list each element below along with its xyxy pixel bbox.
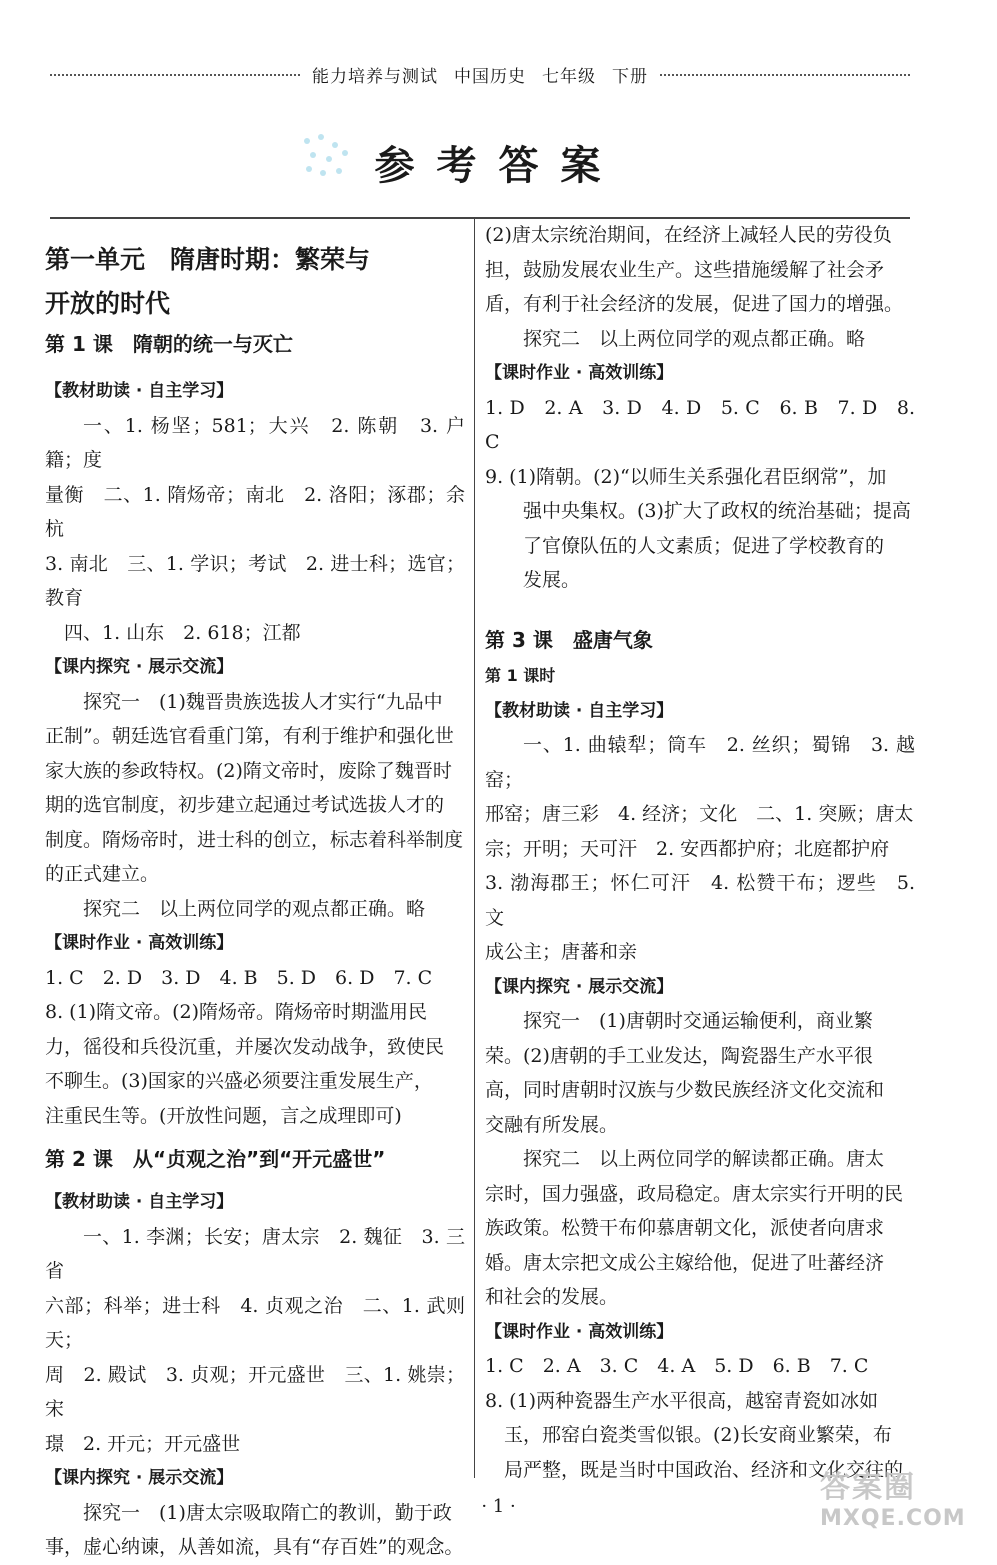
watermark-text: 答案圈 [820, 1470, 916, 1505]
column-divider [474, 218, 475, 1478]
section-heading: 【课内探究 · 展示交流】 [45, 657, 234, 677]
page-number: · 1 · [481, 1496, 516, 1517]
answer-line: 一、1. 李渊；长安；唐太宗 2. 魏征 3. 三省 [45, 1225, 465, 1282]
unit-title: 第一单元 隋唐时期：繁荣与 [45, 245, 371, 274]
answer-line: 璟 2. 开元；开元盛世 [45, 1432, 241, 1455]
lesson-1-title: 第 1 课 隋朝的统一与灭亡 [45, 332, 293, 356]
answer-line: 发展。 [523, 569, 581, 591]
watermark-logo [820, 1462, 995, 1532]
unit-title-line-2: 开放的时代 [45, 289, 171, 318]
answer-line: 8. (1)两种瓷器生产水平很高，越窑青瓷如冰如 [485, 1389, 879, 1412]
header-book: 能力培养与测试 [312, 66, 438, 87]
answer-line: 3. 渤海郡王；怀仁可汗 4. 松赞干布；逻些 5. 文 [485, 872, 915, 929]
answer-line: 周 2. 殿试 3. 贞观；开元盛世 三、1. 姚崇；宋 [45, 1363, 465, 1420]
answer-line: 四、1. 山东 2. 618；江都 [45, 621, 301, 644]
answer-line: 探究二 以上两位同学的解读都正确。唐太 [523, 1148, 885, 1170]
answer-line: 正制”。朝廷选官看重门第，有利于维护和强化世 [45, 725, 454, 747]
lesson-2-title: 第 2 课 从“贞观之治”到“开元盛世” [45, 1147, 386, 1171]
answer-line: 局严整，既是当时中国政治、经济和文化交往的 [485, 1458, 904, 1481]
answer-line: 婚。唐太宗把文成公主嫁给他，促进了吐蕃经济 [485, 1251, 885, 1274]
answer-line: 期的选官制度，初步建立起通过考试选拔人才的 [45, 794, 445, 816]
answer-line: 一、1. 曲辕犁；筒车 2. 丝织；蜀锦 3. 越窑； [485, 734, 915, 791]
answer-line: 制度。隋炀帝时，进士科的创立，标志着科举制度 [45, 828, 464, 851]
answer-line: 探究一 (1)唐太宗吸取隋亡的教训，勤于政 [83, 1501, 452, 1524]
section-heading: 【教材助读 · 自主学习】 [485, 700, 674, 721]
answer-line: 力，徭役和兵役沉重，并屡次发动战争，致使民 [45, 1035, 445, 1058]
answer-line: 不聊生。(3)国家的兴盛必须要注重发展生产， [45, 1070, 433, 1092]
answer-line: 和社会的发展。 [485, 1286, 619, 1308]
header-dotted-rule-left [50, 74, 300, 76]
left-column [45, 238, 465, 1565]
answer-line: 注重民生等。(开放性问题，言之成理即可) [45, 1104, 402, 1127]
section-heading: 【教材助读 · 自主学习】 [45, 1192, 234, 1212]
header-dotted-rule-right [660, 74, 910, 76]
right-column [485, 218, 915, 1487]
answer-line: 家大族的参政特权。(2)隋文帝时，废除了魏晋时 [45, 759, 452, 782]
answer-line: 探究一 (1)魏晋贵族选拔人才实行“九品中 [83, 690, 443, 713]
section-heading: 【课时作业 · 高效训练】 [45, 933, 234, 953]
header-grade: 七年级 [542, 66, 596, 87]
answer-line: 事，虚心纳谏，从善如流，具有“存百姓”的观念。 [45, 1536, 464, 1558]
answer-line: 族政策。松赞干布仰慕唐朝文化，派使者向唐求 [485, 1217, 885, 1239]
section-heading: 【课时作业 · 高效训练】 [485, 1321, 674, 1342]
answer-line: 了官僚队伍的人文素质；促进了学校教育的 [523, 534, 885, 557]
answer-line: 一、1. 杨坚；581；大兴 2. 陈朝 3. 户籍；度 [45, 414, 465, 471]
answer-line: 交融有所发展。 [485, 1113, 619, 1136]
title-block [0, 120, 997, 200]
page-title: 参考答案 [374, 143, 623, 189]
answer-line: (2)唐太宗统治期间，在经济上减轻人民的劳役负 [485, 224, 892, 246]
section-heading: 【教材助读 · 自主学习】 [45, 381, 234, 401]
answer-line: 探究一 (1)唐朝时交通运输便利，商业繁 [523, 1010, 873, 1032]
answer-line: 1. D 2. A 3. D 4. D 5. C 6. B 7. D 8. C [485, 396, 915, 453]
answer-line: 量衡 二、1. 隋炀帝；南北 2. 洛阳；涿郡；余杭 [45, 483, 465, 540]
answer-line: 8. (1)隋文帝。(2)隋炀帝。隋炀帝时期滥用民 [45, 1001, 427, 1023]
lesson-3-title: 第 3 课 盛唐气象 [485, 627, 653, 652]
answer-line: 的正式建立。 [45, 863, 160, 885]
running-header [50, 60, 910, 88]
answer-line: 1. C 2. A 3. C 4. A 5. D 6. B 7. C [485, 1355, 869, 1377]
answer-line: 盾，有利于社会经济的发展，促进了国力的增强。 [485, 293, 904, 315]
answer-line: 邢窑；唐三彩 4. 经济；文化 二、1. 突厥；唐太 [485, 803, 914, 825]
answer-line: 强中央集权。(3)扩大了政权的统治基础；提高 [523, 500, 911, 522]
answer-line: 探究二 以上两位同学的观点都正确。略 [523, 327, 866, 350]
section-heading: 【课内探究 · 展示交流】 [45, 1468, 234, 1488]
answer-line: 1. C 2. D 3. D 4. B 5. D 6. D 7. C [45, 966, 433, 989]
answer-line: 成公主；唐蕃和亲 [485, 941, 638, 963]
answer-line: 宗；开明；天可汗 2. 安西都护府；北庭都护府 [485, 837, 890, 860]
answer-line: 9. (1)隋朝。(2)“以师生关系强化君臣纲常”，加 [485, 465, 887, 488]
watermark-url: MXQE.COM [820, 1506, 966, 1531]
answer-line: 玉，邢窑白瓷类雪似银。(2)长安商业繁荣，布 [485, 1424, 892, 1446]
header-text [300, 62, 660, 87]
header-volume: 下册 [612, 66, 648, 87]
answer-line: 3. 南北 三、1. 学识；考试 2. 进士科；选官；教育 [45, 552, 465, 609]
answer-line: 六部；科举；进士科 4. 贞观之治 二、1. 武则天； [45, 1294, 465, 1351]
header-subject: 中国历史 [454, 66, 526, 87]
lesson-3-subtitle: 第 1 课时 [485, 665, 556, 685]
answer-line: 高，同时唐朝时汉族与少数民族经济文化交流和 [485, 1079, 885, 1101]
answer-line: 探究二 以上两位同学的观点都正确。略 [83, 897, 426, 920]
answer-line: 担，鼓励发展农业生产。这些措施缓解了社会矛 [485, 258, 885, 281]
section-heading: 【课内探究 · 展示交流】 [485, 976, 674, 997]
answer-line: 荣。(2)唐朝的手工业发达，陶瓷器生产水平很 [485, 1044, 873, 1067]
answer-line: 宗时，国力强盛，政局稳定。唐太宗实行开明的民 [485, 1182, 904, 1205]
section-heading: 【课时作业 · 高效训练】 [485, 363, 674, 383]
